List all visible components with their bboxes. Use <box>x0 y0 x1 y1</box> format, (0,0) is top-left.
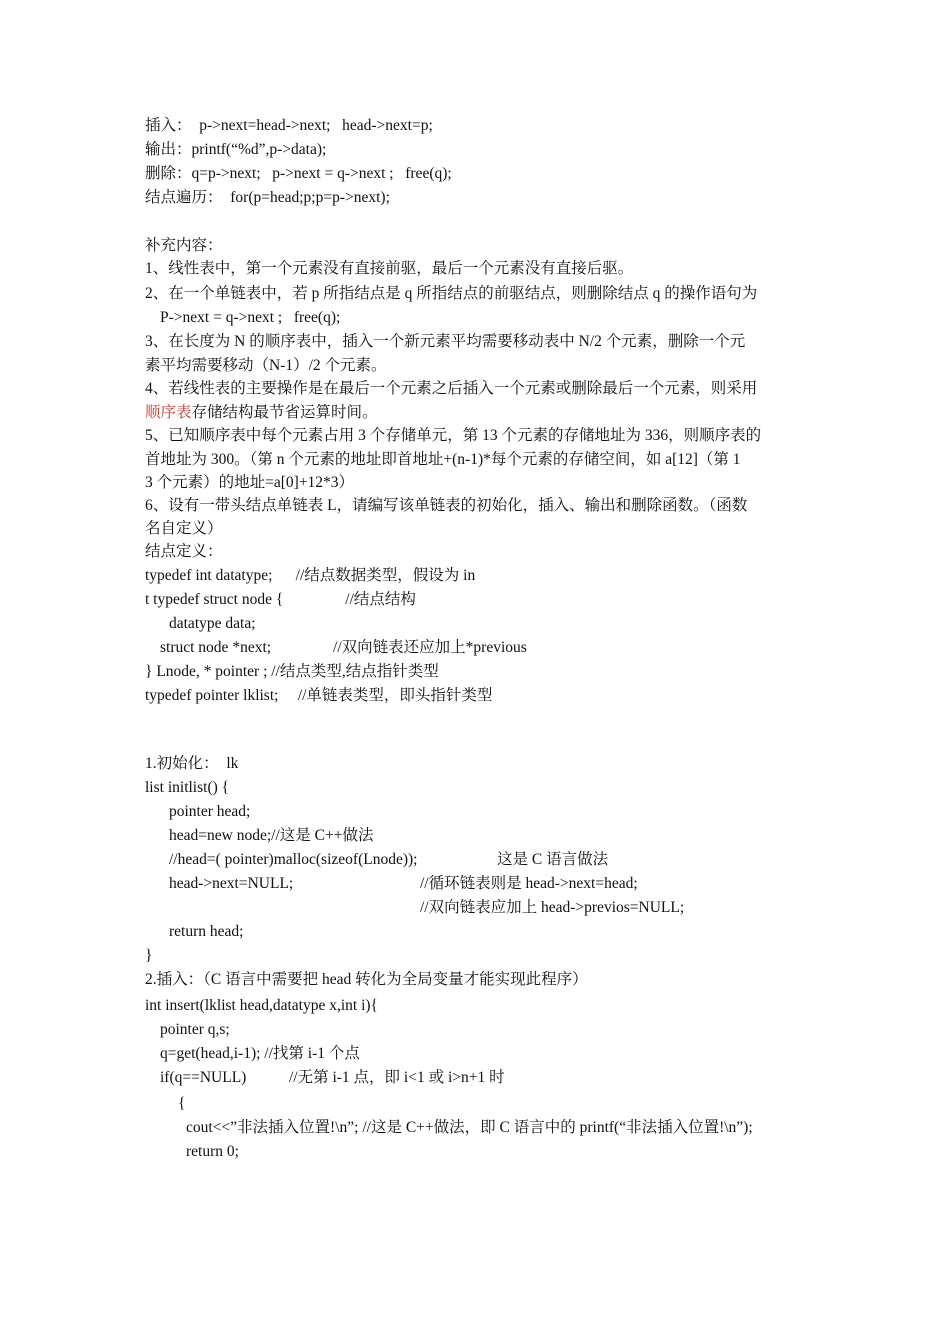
code-line: head=new node;//这是 C++做法 <box>169 827 374 844</box>
code-line: struct node *next; //双向链表还应加上*previous <box>160 639 527 656</box>
text-line: 首地址为 300。（第 n 个元素的地址即首地址+(n-1)*每个元素的存储空间，如 a[12]（第 1 <box>145 451 741 468</box>
text-line: 结点定义： <box>145 543 223 560</box>
highlighted-term: 顺序表 <box>145 404 192 421</box>
code-line: datatype data; <box>169 615 256 632</box>
code-line: { <box>178 1095 186 1112</box>
code-line: //head=( pointer)malloc(sizeof(Lnode)); <box>169 851 418 868</box>
text-line: 素平均需要移动（N-1）/2 个元素。 <box>145 357 387 374</box>
section-heading-supplement: 补充内容： <box>145 237 223 254</box>
code-line: } Lnode, * pointer ; //结点类型,结点指针类型 <box>145 663 439 680</box>
code-line: q=get(head,i-1); //找第 i-1 个点 <box>160 1045 360 1062</box>
code-comment: //循环链表则是 head->next=head; <box>420 875 638 892</box>
code-comment: 这是 C 语言做法 <box>497 851 609 868</box>
text-line: 6、设有一带头结点单链表 L，请编写该单链表的初始化，插入、输出和删除函数。（函数 <box>145 497 748 514</box>
code-line: t typedef struct node { //结点结构 <box>145 591 416 608</box>
text-line: 名自定义） <box>145 520 223 537</box>
text-line: 2、在一个单链表中，若 p 所指结点是 q 所指结点的前驱结点，则删除结点 q 的操作语句为 <box>145 285 758 302</box>
code-line: head->next=NULL; <box>169 875 294 892</box>
code-line: pointer q,s; <box>160 1021 230 1038</box>
code-line: cout<<”非法插入位置!\n”; //这是 C++做法，即 C 语言中的 printf(“非法插入位置!\n”); <box>186 1119 753 1136</box>
text-line <box>145 403 378 423</box>
text-line-delete: 删除：q=p->next; p->next = q->next ; free(q); <box>145 165 452 182</box>
code-line: pointer head; <box>169 803 251 820</box>
text-line: 4、若线性表的主要操作是在最后一个元素之后插入一个元素或删除最后一个元素，则采用 <box>145 380 758 397</box>
text-line-traverse: 结点遍历： for(p=head;p;p=p->next); <box>145 189 390 206</box>
text-line: 5、已知顺序表中每个元素占用 3 个存储单元，第 13 个元素的存储地址为 336，则顺序表的 <box>145 427 762 444</box>
code-line: typedef int datatype; //结点数据类型，假设为 in <box>145 567 476 584</box>
text-line: P->next = q->next ; free(q); <box>160 309 341 326</box>
code-comment: //双向链表应加上 head->previos=NULL; <box>420 899 685 916</box>
code-line: typedef pointer lklist; //单链表类型，即头指针类型 <box>145 687 493 704</box>
code-line: int insert(lklist head,datatype x,int i){ <box>145 997 378 1014</box>
text-line-insert: 插入： p->next=head->next; head->next=p; <box>145 117 433 134</box>
text-line: 1、线性表中，第一个元素没有直接前驱，最后一个元素没有直接后驱。 <box>145 260 634 277</box>
text-line: 3、在长度为 N 的顺序表中，插入一个新元素平均需要移动表中 N/2 个元素，删除一个元 <box>145 333 746 350</box>
code-line: 2.插入：（C 语言中需要把 head 转化为全局变量才能实现此程序） <box>145 971 588 988</box>
code-line: return head; <box>169 923 244 940</box>
code-line: 1.初始化： lk <box>145 755 239 772</box>
text-line-rest: 存储结构最节省运算时间。 <box>191 404 378 421</box>
code-line: if(q==NULL) //无第 i-1 点，即 i<1 或 i>n+1 时 <box>160 1069 505 1086</box>
text-line-output: 输出：printf(“%d”,p->data); <box>145 141 327 158</box>
code-line: list initlist() { <box>145 779 230 796</box>
code-line: return 0; <box>186 1143 239 1160</box>
code-line: } <box>145 947 153 964</box>
text-line: 3 个元素）的地址=a[0]+12*3） <box>145 474 355 491</box>
